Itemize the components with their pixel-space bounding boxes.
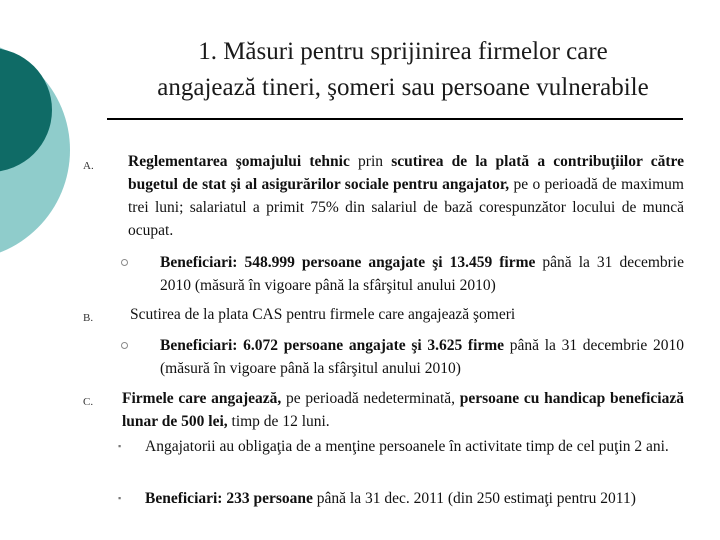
section-b-sub-rest: până la 31 decembrie 2010 (măsură în vigoare până la sfârşitul anului 2010) bbox=[160, 337, 684, 377]
section-a-bold: Reglementarea şomajului tehnic bbox=[128, 153, 350, 170]
slide-title bbox=[92, 34, 714, 106]
section-c-t1: pe perioadă nedeterminată, bbox=[281, 390, 460, 407]
section-c-bold: Firmele care angajează, bbox=[122, 390, 282, 407]
section-a-sub-bold: Beneficiari: 548.999 persoane angajate şi 13.459 firme bbox=[160, 254, 536, 271]
marker-a: A. bbox=[83, 160, 94, 172]
section-a-text bbox=[128, 150, 684, 242]
section-c-sub2-rest: până la 31 dec. 2011 (din 250 estimaţi pentru 2011) bbox=[312, 490, 636, 507]
section-c-t2: timp de 12 luni. bbox=[227, 413, 330, 430]
section-b-sub bbox=[160, 334, 684, 380]
bullet-b-icon bbox=[121, 342, 128, 349]
section-a-sub bbox=[160, 251, 684, 297]
title-line-2: angajează tineri, şomeri sau persoane vulnerabile bbox=[157, 74, 649, 101]
section-a-t2: pe o perioadă de maximum trei luni; salariatul a primit 75% din salariul de bază corespunzător locului de muncă ocupat. bbox=[128, 176, 684, 239]
section-a-bold2: scutirea de la plată a contribuţiilor către bugetul de stat şi al asigurărilor sociale pentru angajator, bbox=[128, 153, 684, 193]
marker-b: B. bbox=[83, 312, 94, 324]
bullet-c2-icon: ▪ bbox=[118, 493, 122, 503]
section-b-sub-bold: Beneficiari: 6.072 persoane angajate şi 3.625 firme bbox=[160, 337, 505, 354]
section-c-sub2-bold: Beneficiari: 233 persoane bbox=[145, 490, 313, 507]
decorative-circles bbox=[0, 0, 80, 300]
section-c-sub1: Angajatorii au obligaţia de a menţine persoanele în activitate timp de cel puţin 2 ani. bbox=[145, 438, 669, 455]
bullet-a-icon bbox=[121, 259, 128, 266]
section-b-text: Scutirea de la plata CAS pentru firmele care angajează şomeri bbox=[130, 306, 516, 323]
section-a-t1: prin bbox=[349, 153, 392, 170]
section-c-bold2: persoane cu handicap beneficiază lunar de 500 lei, bbox=[122, 390, 684, 430]
section-c-sub2 bbox=[145, 487, 684, 510]
section-a-sub-rest: până la 31 decembrie 2010 (măsură în vigoare până la sfârşitul anului 2010) bbox=[160, 254, 684, 294]
section-c-text bbox=[122, 387, 684, 433]
bullet-c1-icon: ▪ bbox=[118, 441, 122, 451]
marker-c: C. bbox=[83, 396, 94, 408]
title-divider bbox=[107, 118, 683, 120]
title-line-1: 1. Măsuri pentru sprijinirea firmelor care bbox=[198, 38, 608, 65]
